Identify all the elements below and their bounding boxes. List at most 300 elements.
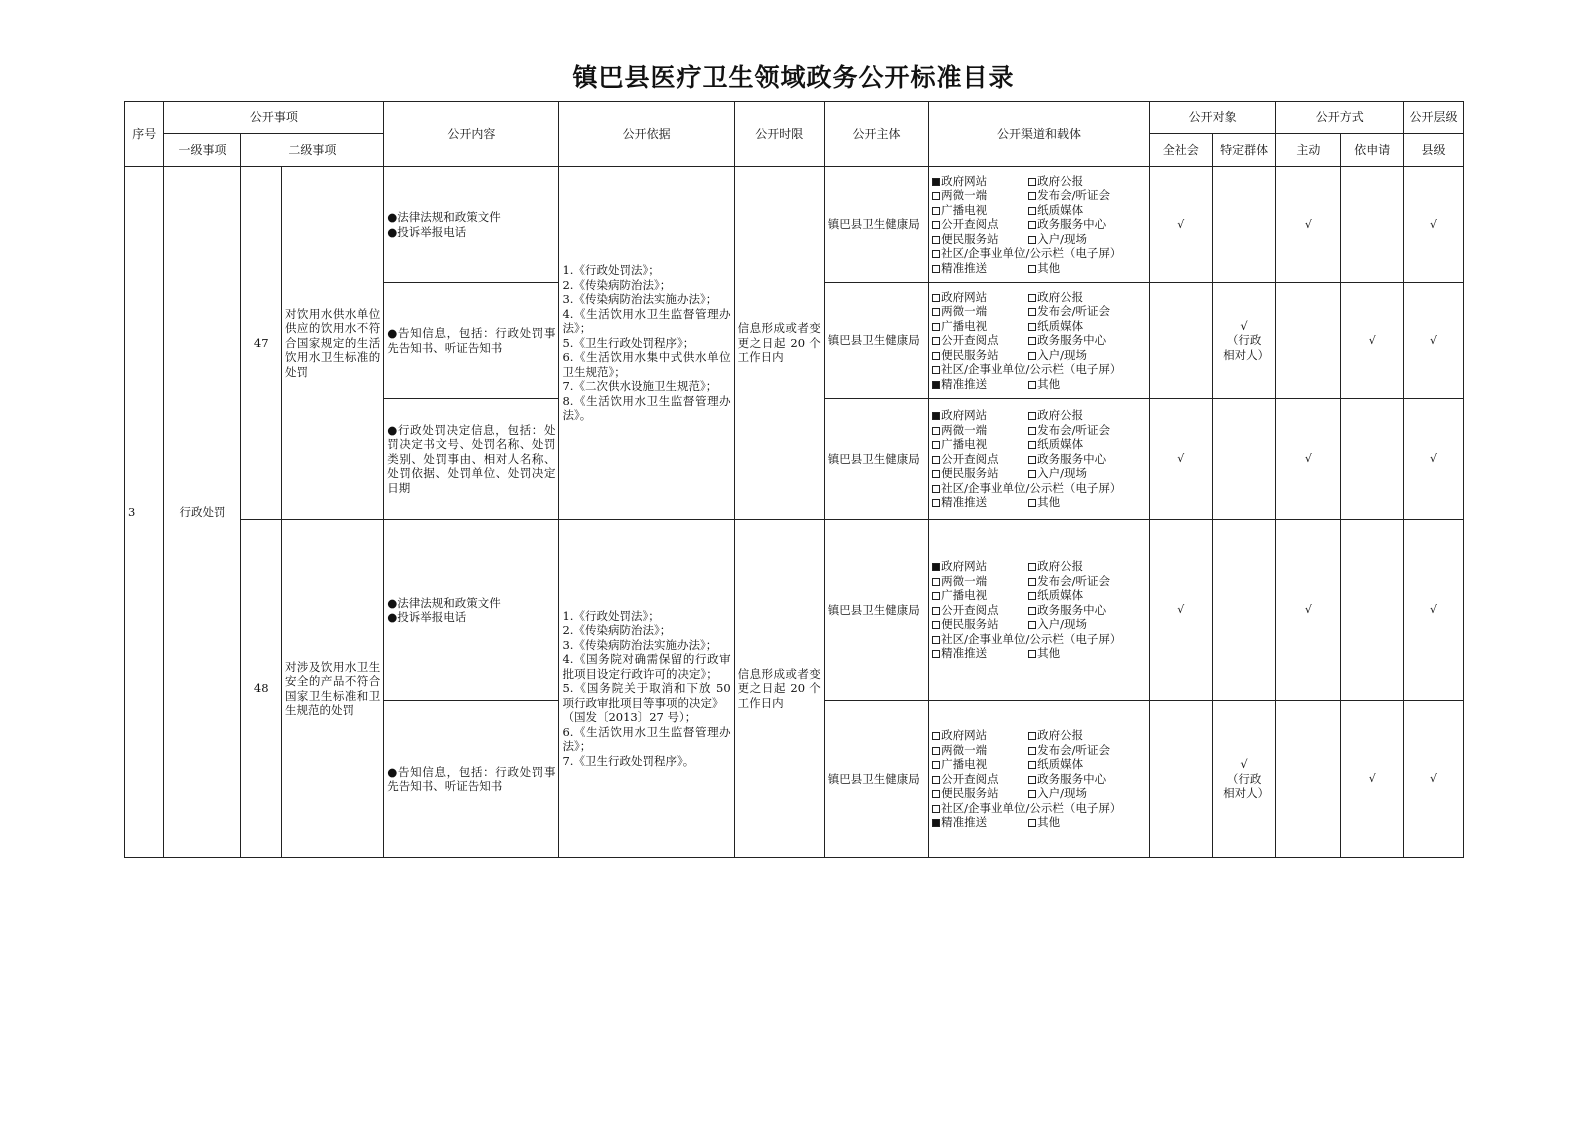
level-county-cell <box>1404 167 1464 283</box>
channel-option <box>1028 423 1146 438</box>
channel-option <box>1028 188 1146 203</box>
channel-label: 政府公报 <box>1037 728 1084 743</box>
header-target: 公开对象 <box>1149 102 1276 134</box>
unchecked-box-icon <box>932 790 940 798</box>
header-level: 公开层级 <box>1404 102 1464 134</box>
unchecked-box-icon <box>1028 221 1036 229</box>
content-cell <box>384 283 559 399</box>
channel-list <box>932 174 1146 276</box>
channel-label: 纸质媒体 <box>1037 757 1084 772</box>
channel-label: 广播电视 <box>941 318 988 333</box>
target-all-cell <box>1149 520 1212 701</box>
channel-option <box>1028 646 1146 661</box>
subject-cell: 镇巴县卫生健康局 <box>824 167 928 283</box>
channel-option <box>1028 815 1146 830</box>
channel-label: 其他 <box>1037 376 1061 391</box>
item-number: 47 <box>241 167 282 520</box>
channel-label: 政府网站 <box>941 408 988 423</box>
unchecked-box-icon <box>932 456 940 464</box>
channel-option <box>1028 452 1146 467</box>
target-all-cell <box>1149 701 1212 858</box>
subject-cell: 镇巴县卫生健康局 <box>824 701 928 858</box>
channel-label: 政务服务中心 <box>1037 217 1107 232</box>
unchecked-box-icon <box>932 192 940 200</box>
channel-list <box>932 559 1146 661</box>
channel-label: 政府公报 <box>1037 173 1084 188</box>
channel-label: 精准推送 <box>941 260 988 275</box>
target-specific-cell <box>1212 167 1276 283</box>
target-specific-cell-value: √ （行政相对人） <box>1223 318 1270 362</box>
channel-label: 纸质媒体 <box>1037 588 1084 603</box>
unchecked-box-icon <box>1028 776 1036 784</box>
channel-label: 入户/现场 <box>1037 231 1087 246</box>
channel-label: 发布会/听证会 <box>1037 742 1110 757</box>
channel-option <box>1028 757 1146 772</box>
channel-option <box>932 333 1028 348</box>
channel-cell <box>929 283 1150 399</box>
channel-label: 便民服务站 <box>941 347 999 362</box>
channel-label: 政府网站 <box>941 173 988 188</box>
basis-line: 3.《传染病防治法实施办法》； <box>562 637 718 652</box>
unchecked-box-icon <box>932 636 940 644</box>
channel-label: 公开查阅点 <box>941 217 999 232</box>
channel-cell <box>929 167 1150 283</box>
channel-option <box>932 452 1028 467</box>
unchecked-box-icon <box>1028 607 1036 615</box>
channel-option <box>1028 495 1146 510</box>
header-level-county: 县级 <box>1404 134 1464 167</box>
unchecked-box-icon <box>932 250 940 258</box>
channel-label: 两微一端 <box>941 573 988 588</box>
header-method-request: 依申请 <box>1341 134 1404 167</box>
unchecked-box-icon <box>932 265 940 273</box>
disclosure-table <box>124 101 1464 858</box>
level-county-cell-value: √ <box>1430 603 1438 617</box>
channel-option <box>1028 437 1146 452</box>
channel-label: 便民服务站 <box>941 617 999 632</box>
channel-cell <box>929 520 1150 701</box>
unchecked-box-icon <box>1028 819 1036 827</box>
channel-label: 政府公报 <box>1037 408 1084 423</box>
content-line: ●行政处罚决定信息，包括：处罚决定书文号、处罚名称、处罚类别、处罚事由、相对人名称、处罚依据、处罚单位、处罚决定日期 <box>387 422 556 495</box>
target-all-cell-value: √ <box>1177 452 1185 466</box>
channel-option <box>1028 728 1146 743</box>
level-county-cell-value: √ <box>1430 772 1438 786</box>
channel-option <box>1028 304 1146 319</box>
channel-list <box>932 408 1146 510</box>
header-seq: 序号 <box>125 102 164 167</box>
channel-label: 发布会/听证会 <box>1037 573 1110 588</box>
content-cell <box>384 701 559 858</box>
level-county-cell-value: √ <box>1430 452 1438 466</box>
header-basis: 公开依据 <box>559 102 734 167</box>
channel-option <box>932 728 1028 743</box>
channel-option <box>1028 786 1146 801</box>
channel-option <box>1028 617 1146 632</box>
target-specific-cell <box>1212 399 1276 520</box>
channel-option <box>932 559 1028 574</box>
target-all-cell-value: √ <box>1177 603 1185 617</box>
method-request-cell <box>1341 520 1404 701</box>
channel-label: 政府网站 <box>941 559 988 574</box>
channel-label: 广播电视 <box>941 588 988 603</box>
channel-option <box>932 408 1028 423</box>
channel-option <box>1028 574 1146 589</box>
channel-option <box>1028 290 1146 305</box>
channel-label: 其他 <box>1037 815 1061 830</box>
channel-label: 纸质媒体 <box>1037 318 1084 333</box>
channel-label: 社区/企事业单位/公示栏（电子屏） <box>941 480 1122 495</box>
channel-option <box>932 437 1028 452</box>
unchecked-box-icon <box>1028 381 1036 389</box>
header-level1: 一级事项 <box>164 134 241 167</box>
unchecked-box-icon <box>932 352 940 360</box>
channel-cell <box>929 399 1150 520</box>
channel-label: 政务服务中心 <box>1037 333 1107 348</box>
channel-label: 精准推送 <box>941 376 988 391</box>
unchecked-box-icon <box>1028 427 1036 435</box>
basis-line: 6.《生活饮用水集中式供水单位卫生规范》； <box>562 350 731 379</box>
channel-option <box>932 174 1028 189</box>
channel-label: 精准推送 <box>941 495 988 510</box>
channel-label: 广播电视 <box>941 757 988 772</box>
header-time: 公开时限 <box>734 102 824 167</box>
checked-box-icon <box>932 381 940 389</box>
channel-option <box>932 232 1028 247</box>
channel-label: 政府公报 <box>1037 289 1084 304</box>
channel-label: 入户/现场 <box>1037 786 1087 801</box>
unchecked-box-icon <box>932 323 940 331</box>
method-active-cell-value: √ <box>1304 452 1312 466</box>
subject-cell: 镇巴县卫生健康局 <box>824 283 928 399</box>
basis-line: 3.《传染病防治法实施办法》； <box>562 292 718 307</box>
unchecked-box-icon <box>1028 192 1036 200</box>
basis-line: （国发〔2013〕27 号）； <box>562 710 697 725</box>
channel-option <box>1028 408 1146 423</box>
channel-option <box>932 261 1028 276</box>
level-county-cell-value: √ <box>1430 217 1438 231</box>
level-county-cell-value: √ <box>1430 333 1438 347</box>
unchecked-box-icon <box>932 236 940 244</box>
unchecked-box-icon <box>1028 621 1036 629</box>
target-all-cell <box>1149 167 1212 283</box>
target-specific-cell-value: √ （行政相对人） <box>1223 757 1270 801</box>
channel-label: 其他 <box>1037 495 1061 510</box>
table-body <box>125 167 1464 858</box>
channel-option <box>932 319 1028 334</box>
target-specific-cell <box>1212 283 1276 399</box>
channel-option <box>932 632 1146 647</box>
method-active-cell <box>1276 701 1341 858</box>
unchecked-box-icon <box>1028 456 1036 464</box>
basis-line: 6.《生活饮用水卫生监督管理办法》； <box>562 724 731 754</box>
method-active-cell <box>1276 399 1341 520</box>
channel-label: 纸质媒体 <box>1037 202 1084 217</box>
channel-label: 发布会/听证会 <box>1037 304 1110 319</box>
unchecked-box-icon <box>1028 294 1036 302</box>
method-request-cell <box>1341 701 1404 858</box>
unchecked-box-icon <box>932 805 940 813</box>
channel-label: 广播电视 <box>941 437 988 452</box>
method-active-cell-value: √ <box>1304 217 1312 231</box>
basis-line: 2.《传染病防治法》； <box>562 623 672 638</box>
unchecked-box-icon <box>932 592 940 600</box>
channel-label: 政务服务中心 <box>1037 451 1107 466</box>
header-level2: 二级事项 <box>241 134 384 167</box>
channel-option <box>932 574 1028 589</box>
channel-option <box>1028 333 1146 348</box>
channel-label: 两微一端 <box>941 304 988 319</box>
channel-label: 发布会/听证会 <box>1037 422 1110 437</box>
subject-cell: 镇巴县卫生健康局 <box>824 399 928 520</box>
level-county-cell <box>1404 701 1464 858</box>
method-active-cell <box>1276 520 1341 701</box>
content-cell <box>384 520 559 701</box>
channel-label: 社区/企事业单位/公示栏（电子屏） <box>941 800 1122 815</box>
channel-option <box>1028 348 1146 363</box>
target-all-cell <box>1149 399 1212 520</box>
unchecked-box-icon <box>932 761 940 769</box>
basis-line: 5.《国务院关于取消和下放 50 项行政审批项目等事项的决定》 <box>562 681 731 710</box>
header-method: 公开方式 <box>1276 102 1404 134</box>
content-line: ●告知信息，包括：行政处罚事 先告知书、听证告知书 <box>387 326 556 355</box>
table-row <box>125 167 1464 283</box>
target-specific-cell <box>1212 520 1276 701</box>
basis-line: 7.《二次供水设施卫生规范》； <box>562 379 718 394</box>
unchecked-box-icon <box>932 470 940 478</box>
unchecked-box-icon <box>1028 761 1036 769</box>
channel-label: 政府公报 <box>1037 559 1084 574</box>
channel-label: 社区/企事业单位/公示栏（电子屏） <box>941 631 1122 646</box>
unchecked-box-icon <box>932 650 940 658</box>
channel-label: 公开查阅点 <box>941 771 999 786</box>
method-request-cell <box>1341 167 1404 283</box>
channel-option <box>932 423 1028 438</box>
group-seq: 3 <box>125 167 164 858</box>
basis-line: 4.《生活饮用水卫生监督管理办法》； <box>562 306 731 336</box>
basis-cell <box>559 520 734 858</box>
channel-label: 其他 <box>1037 260 1061 275</box>
method-active-cell-value: √ <box>1304 603 1312 617</box>
content-line: ●投诉举报电话 <box>387 610 467 624</box>
unchecked-box-icon <box>932 337 940 345</box>
unchecked-box-icon <box>932 427 940 435</box>
channel-label: 公开查阅点 <box>941 451 999 466</box>
channel-label: 纸质媒体 <box>1037 437 1084 452</box>
unchecked-box-icon <box>932 221 940 229</box>
method-request-cell <box>1341 283 1404 399</box>
basis-line: 1.《行政处罚法》； <box>562 263 660 278</box>
header-target-specific: 特定群体 <box>1212 134 1276 167</box>
item-number: 48 <box>241 520 282 858</box>
unchecked-box-icon <box>1028 563 1036 571</box>
channel-label: 广播电视 <box>941 202 988 217</box>
time-limit: 信息形成或者变更之日起 20 个工作日内 <box>734 167 824 520</box>
channel-cell <box>929 701 1150 858</box>
method-active-cell <box>1276 283 1341 399</box>
channel-option <box>1028 174 1146 189</box>
checked-box-icon <box>932 819 940 827</box>
page-title: 镇巴县医疗卫生领域政务公开标准目录 <box>572 63 1015 92</box>
channel-label: 政府网站 <box>941 289 988 304</box>
channel-label: 两微一端 <box>941 742 988 757</box>
header-content: 公开内容 <box>384 102 559 167</box>
basis-cell <box>559 167 734 520</box>
channel-label: 两微一端 <box>941 422 988 437</box>
method-active-cell <box>1276 167 1341 283</box>
unchecked-box-icon <box>1028 732 1036 740</box>
unchecked-box-icon <box>1028 352 1036 360</box>
content-cell <box>384 167 559 283</box>
basis-line: 8.《生活饮用水卫生监督管理办法》。 <box>562 393 731 423</box>
checked-box-icon <box>932 563 940 571</box>
channel-option <box>932 377 1028 392</box>
unchecked-box-icon <box>932 499 940 507</box>
channel-label: 入户/现场 <box>1037 466 1087 481</box>
channel-label: 便民服务站 <box>941 466 999 481</box>
level-county-cell <box>1404 520 1464 701</box>
channel-option <box>932 617 1028 632</box>
checked-box-icon <box>932 178 940 186</box>
channel-option <box>932 362 1146 377</box>
level-county-cell <box>1404 283 1464 399</box>
channel-option <box>932 743 1028 758</box>
unchecked-box-icon <box>1028 441 1036 449</box>
channel-label: 政务服务中心 <box>1037 771 1107 786</box>
channel-label: 社区/企事业单位/公示栏（电子屏） <box>941 246 1122 261</box>
unchecked-box-icon <box>1028 499 1036 507</box>
unchecked-box-icon <box>932 578 940 586</box>
channel-option <box>1028 203 1146 218</box>
channel-option <box>932 481 1146 496</box>
channel-option <box>932 815 1028 830</box>
channel-option <box>932 603 1028 618</box>
header-target-all: 全社会 <box>1149 134 1212 167</box>
channel-label: 两微一端 <box>941 188 988 203</box>
unchecked-box-icon <box>1028 265 1036 273</box>
unchecked-box-icon <box>932 207 940 215</box>
unchecked-box-icon <box>1028 592 1036 600</box>
unchecked-box-icon <box>932 485 940 493</box>
unchecked-box-icon <box>1028 207 1036 215</box>
checked-box-icon <box>932 412 940 420</box>
channel-label: 发布会/听证会 <box>1037 188 1110 203</box>
channel-option <box>932 646 1028 661</box>
method-request-cell-value: √ <box>1368 333 1376 347</box>
channel-label: 入户/现场 <box>1037 617 1087 632</box>
basis-line: 1.《行政处罚法》； <box>562 608 660 623</box>
group-level1: 行政处罚 <box>164 167 241 858</box>
channel-option <box>1028 232 1146 247</box>
unchecked-box-icon <box>1028 650 1036 658</box>
channel-list <box>932 290 1146 392</box>
channel-option <box>932 801 1146 816</box>
unchecked-box-icon <box>1028 337 1036 345</box>
unchecked-box-icon <box>932 308 940 316</box>
unchecked-box-icon <box>932 607 940 615</box>
basis-line: 4.《国务院对确需保留的行政审 批项目设定行政许可的决定》； <box>562 652 731 681</box>
item-name: 对饮用水供水单位供应的饮用水不符合国家规定的生活饮用水卫生标准的处罚 <box>281 167 383 520</box>
header-method-active: 主动 <box>1276 134 1341 167</box>
channel-label: 公开查阅点 <box>941 602 999 617</box>
time-limit: 信息形成或者变更之日起 20 个工作日内 <box>734 520 824 858</box>
unchecked-box-icon <box>1028 308 1036 316</box>
channel-option <box>932 588 1028 603</box>
channel-option <box>932 466 1028 481</box>
channel-label: 其他 <box>1037 646 1061 661</box>
channel-option <box>1028 743 1146 758</box>
channel-list <box>932 728 1146 830</box>
subject-cell: 镇巴县卫生健康局 <box>824 520 928 701</box>
unchecked-box-icon <box>1028 747 1036 755</box>
unchecked-box-icon <box>1028 178 1036 186</box>
unchecked-box-icon <box>1028 412 1036 420</box>
channel-label: 精准推送 <box>941 815 988 830</box>
unchecked-box-icon <box>932 732 940 740</box>
channel-option <box>932 772 1028 787</box>
unchecked-box-icon <box>1028 578 1036 586</box>
channel-option <box>1028 559 1146 574</box>
channel-label: 政府网站 <box>941 728 988 743</box>
unchecked-box-icon <box>1028 470 1036 478</box>
channel-option <box>932 348 1028 363</box>
method-request-cell <box>1341 399 1404 520</box>
level-county-cell <box>1404 399 1464 520</box>
content-cell <box>384 399 559 520</box>
channel-option <box>1028 217 1146 232</box>
header-subject: 公开主体 <box>824 102 928 167</box>
unchecked-box-icon <box>932 366 940 374</box>
content-line: ●告知信息，包括：行政处罚事 先告知书、听证告知书 <box>387 764 556 793</box>
unchecked-box-icon <box>932 441 940 449</box>
basis-line: 2.《传染病防治法》； <box>562 277 672 292</box>
table-row <box>125 520 1464 701</box>
unchecked-box-icon <box>1028 323 1036 331</box>
unchecked-box-icon <box>932 776 940 784</box>
channel-option <box>932 495 1028 510</box>
content-line: ●法律法规和政策文件 <box>387 210 501 224</box>
target-all-cell-value: √ <box>1177 217 1185 231</box>
channel-option <box>932 188 1028 203</box>
channel-label: 入户/现场 <box>1037 347 1087 362</box>
basis-line: 7.《卫生行政处罚程序》。 <box>562 753 695 768</box>
header-channel: 公开渠道和载体 <box>929 102 1150 167</box>
unchecked-box-icon <box>1028 236 1036 244</box>
channel-label: 便民服务站 <box>941 231 999 246</box>
unchecked-box-icon <box>932 747 940 755</box>
channel-label: 社区/企事业单位/公示栏（电子屏） <box>941 362 1122 377</box>
item-name: 对涉及饮用水卫生安全的产品不符合国家卫生标准和卫生规范的处罚 <box>281 520 383 858</box>
channel-option <box>1028 319 1146 334</box>
unchecked-box-icon <box>1028 790 1036 798</box>
channel-option <box>1028 466 1146 481</box>
content-line: ●法律法规和政策文件 <box>387 595 501 610</box>
channel-option <box>932 786 1028 801</box>
channel-option <box>1028 377 1146 392</box>
channel-option <box>1028 588 1146 603</box>
channel-label: 政务服务中心 <box>1037 602 1107 617</box>
channel-option <box>932 290 1028 305</box>
unchecked-box-icon <box>932 621 940 629</box>
channel-option <box>932 246 1146 261</box>
header-items: 公开事项 <box>164 102 384 134</box>
channel-option <box>1028 603 1146 618</box>
channel-option <box>932 203 1028 218</box>
channel-option <box>932 217 1028 232</box>
target-specific-cell <box>1212 701 1276 858</box>
channel-label: 精准推送 <box>941 646 988 661</box>
method-request-cell-value: √ <box>1368 772 1376 786</box>
